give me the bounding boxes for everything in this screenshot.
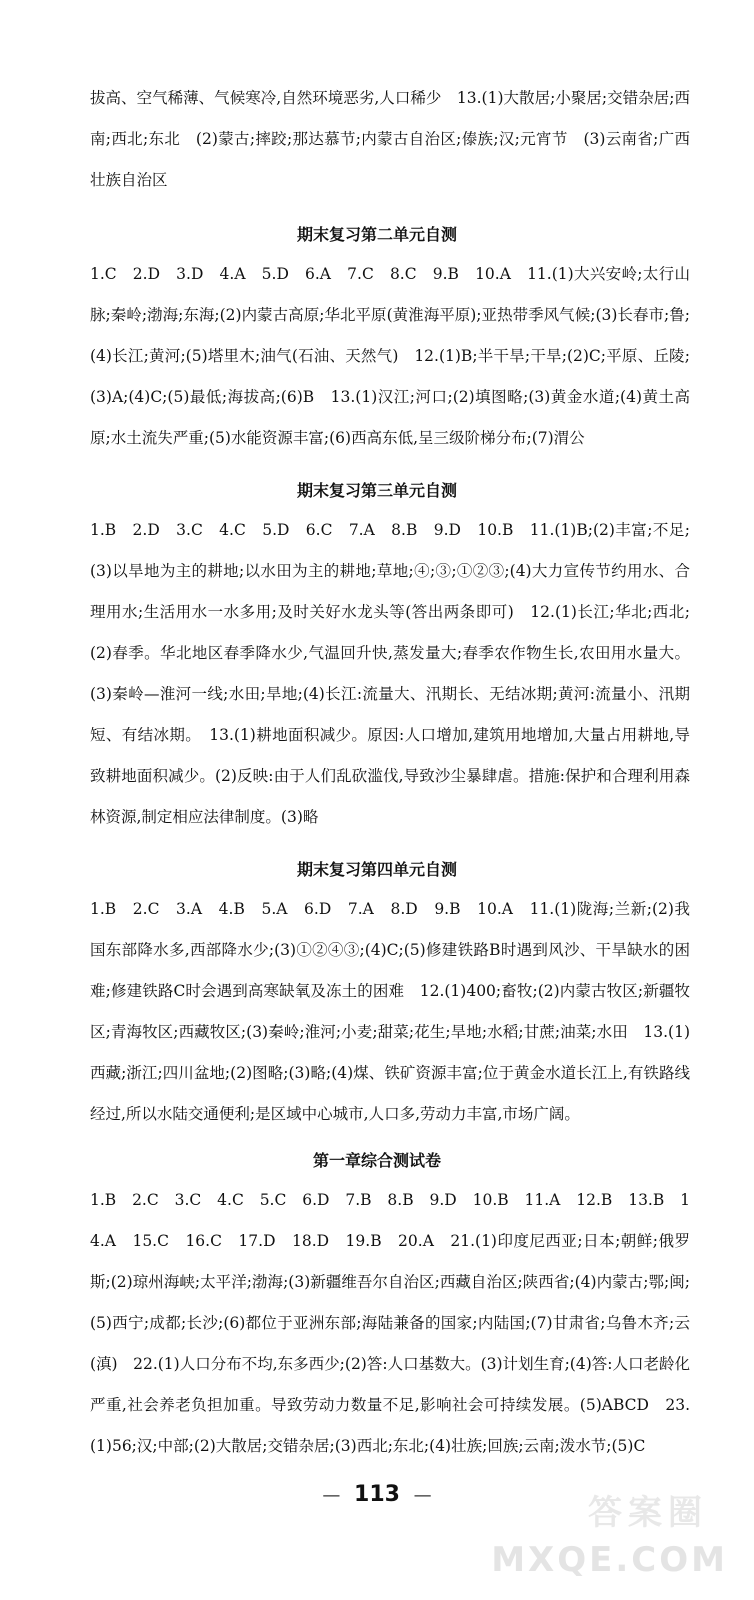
section-body-unit-3: 1.B 2.D 3.C 4.C 5.D 6.C 7.A 8.B 9.D 10.B 11.(1)B;(2)丰富;不足;(3)以旱地为主的耕地;以水田为主的耕地;草地;④;③;①②③;(4)大力宣传节约用水、合理用水;生活用水一水多用;及时关好水龙头等(答出两条即可) 12.(1)长江;华北;西北;(2)春季。华北地区春季降水少,气温回升快,蒸发量大;春季农作物生长,农田用水量大。(3)秦岭—淮河一线;水田;旱地;(4)长江:流量大、汛期长、无结冰期;黄河:流量小、汛期短、有结冰期。 13.(1)耕地面积减少。原因:人口增加,建筑用地增加,大量占用耕地,导致耕地面积减少。(2)反映:由于人们乱砍滥伐,导致沙尘暴肆虐。措施:保护和合理利用森林资源,制定相应法律制度。(3)略 [90, 521, 690, 826]
section-heading-unit-4: 期末复习第四单元自测 [296, 860, 457, 879]
section-heading-unit-2: 期末复习第二单元自测 [296, 225, 457, 244]
intro-answer-text: 拔高、空气稀薄、气候寒冷,自然环境恶劣,人口稀少 13.(1)大散居;小聚居;交错杂居;西南;西北;东北 (2)蒙古;摔跤;那达慕节;内蒙古自治区;傣族;汉;元宵节 (3)云南省;广西壮族自治区 [90, 89, 690, 189]
watermark-title: 答案圈 [588, 1493, 708, 1533]
page-number-value: 113 [354, 1482, 400, 1507]
section-heading-chapter-1-test: 第一章综合测试卷 [312, 1151, 441, 1170]
section-body-unit-4: 1.B 2.C 3.A 4.B 5.A 6.D 7.A 8.D 9.B 10.A 11.(1)陇海;兰新;(2)我国东部降水多,西部降水少;(3)①②④③;(4)C;(5)修建铁路B时遇到风沙、干旱缺水的困难;修建铁路C时会遇到高寒缺氧及冻土的困难 12.(1)400;畜牧;(2)内蒙古牧区;新疆牧区;青海牧区;西藏牧区;(3)秦岭;淮河;小麦;甜菜;花生;旱地;水稻;甘蔗;油菜;水田 13.(1)西藏;浙江;四川盆地;(2)图略;(3)略;(4)煤、铁矿资源丰富;位于黄金水道长江上,有铁路线经过,所以水陆交通便利;是区域中心城市,人口多,劳动力丰富,市场广阔。 [90, 900, 690, 1123]
page-number-dash-right: — [413, 1485, 432, 1506]
watermark-logo [444, 1494, 744, 1592]
page-number-dash-left: — [322, 1485, 341, 1506]
watermark-url: MXQE.COM [491, 1540, 728, 1580]
section-heading-unit-3: 期末复习第三单元自测 [296, 481, 457, 500]
section-body-chapter-1-test: 1.B 2.C 3.C 4.C 5.C 6.D 7.B 8.B 9.D 10.B 11.A 12.B 13.B 14.A 15.C 16.C 17.D 18.D 19.B 20.A 21.(1)印度尼西亚;日本;朝鲜;俄罗斯;(2)琼州海峡;太平洋;渤海;(3)新疆维吾尔自治区;西藏自治区;陕西省;(4)内蒙古;鄂;闽;(5)西宁;成都;长沙;(6)都位于亚洲东部;海陆兼备的国家;内陆国;(7)甘肃省;乌鲁木齐;云(滇) 22.(1)人口分布不均,东多西少;(2)答:人口基数大。(3)计划生育;(4)答:人口老龄化严重,社会养老负担加重。导致劳动力数量不足,影响社会可持续发展。(5)ABCD 23.(1)56;汉;中部;(2)大散居;交错杂居;(3)西北;东北;(4)壮族;回族;云南;泼水节;(5)C [90, 1191, 690, 1455]
section-body-unit-2: 1.C 2.D 3.D 4.A 5.D 6.A 7.C 8.C 9.B 10.A 11.(1)大兴安岭;太行山脉;秦岭;渤海;东海;(2)内蒙古高原;华北平原(黄淮海平原);亚热带季风气候;(3)长春市;鲁;(4)长江;黄河;(5)塔里木;油气(石油、天然气) 12.(1)B;半干旱;干旱;(2)C;平原、丘陵;(3)A;(4)C;(5)最低;海拔高;(6)B 13.(1)汉江;河口;(2)填图略;(3)黄金水道;(4)黄土高原;水土流失严重;(5)水能资源丰富;(6)西高东低,呈三级阶梯分布;(7)渭公 [90, 265, 690, 447]
